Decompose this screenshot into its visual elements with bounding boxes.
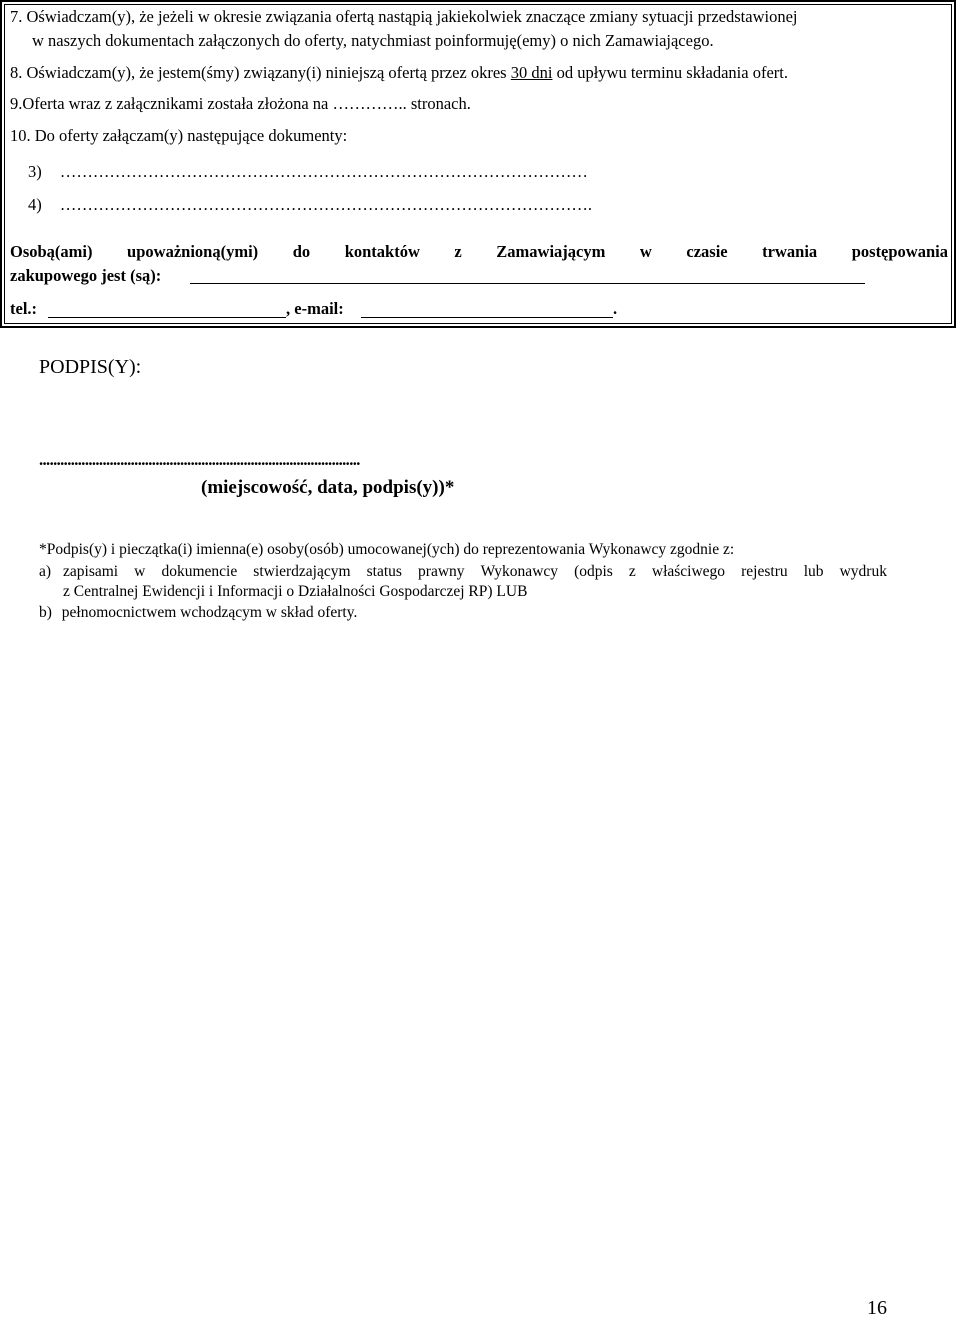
- email-field[interactable]: [361, 317, 613, 318]
- contact-word: trwania: [762, 242, 818, 261]
- footnote-b-marker: b): [39, 604, 52, 621]
- item-8-days: 30 dni: [510, 63, 553, 82]
- footnote-b: [39, 604, 357, 622]
- contact-word: w: [639, 242, 652, 261]
- footnote-word: lub: [803, 563, 824, 580]
- document-3-row: [28, 162, 588, 182]
- document-3-number: 3): [28, 162, 42, 181]
- contact-person-line-2: [10, 266, 161, 286]
- contact-person-field[interactable]: [190, 283, 865, 284]
- document-4-field[interactable]: …………………………………………………………………………………….: [59, 195, 592, 214]
- footnote-text: *Podpis(y) i pieczątka(i) imienna(e) osoby(osób) umocowanej(ych) do reprezentowania Wykonawcy zgodnie z:: [39, 541, 735, 558]
- item-10-text: 10. Do oferty załączam(y) następujące dokumenty:: [10, 126, 348, 145]
- email-period: .: [613, 299, 618, 318]
- email-label: , e-mail:: [286, 299, 344, 318]
- footnote-word: rejestru: [741, 563, 788, 580]
- page-number: 16: [867, 1297, 887, 1319]
- footnote-word: prawny: [418, 563, 465, 580]
- footnote-a-label: [39, 563, 51, 581]
- item-9-prefix: 9.Oferta wraz z załącznikami została złożona na: [10, 94, 333, 113]
- document-3-field[interactable]: ……………………………………………………………………………………: [59, 162, 588, 181]
- contact-word: upoważnioną(ymi): [127, 242, 259, 261]
- contact-word: Zamawiającym: [496, 242, 606, 261]
- footnote-word: z: [628, 563, 636, 580]
- email-end: [613, 299, 617, 319]
- footnote-line-1: [39, 541, 734, 559]
- footnote-word: (odpis: [574, 563, 613, 580]
- signature-heading-text: PODPIS(Y):: [39, 356, 142, 378]
- contact-person-line-1: [10, 242, 948, 262]
- signature-caption: [201, 477, 454, 499]
- footnote-word: Wykonawcy: [480, 563, 559, 580]
- item-7-line-1: [10, 7, 950, 27]
- document-4-number: 4): [28, 195, 42, 214]
- item-7-line-2: [32, 31, 714, 51]
- tel-label: tel.:: [10, 299, 38, 318]
- footnote-word: stwierdzającym: [253, 563, 351, 580]
- contact-word: Osobą(ami): [10, 242, 93, 261]
- item-8-suffix: od upływu terminu składania ofert.: [552, 63, 788, 82]
- signature-dots: ...........................................................................................: [39, 450, 360, 469]
- footnote-word: zapisami: [63, 563, 119, 580]
- footnote-word: status: [366, 563, 402, 580]
- contact-word: czasie: [686, 242, 728, 261]
- signature-field[interactable]: [39, 450, 360, 470]
- tel-label-row: [10, 299, 37, 319]
- signature-caption-text: (miejscowość, data, podpis(y))*: [201, 477, 455, 498]
- document-4-row: [28, 195, 592, 215]
- footnote-word: w: [134, 563, 146, 580]
- contact-word: z: [454, 242, 462, 261]
- footnote-word: dokumencie: [161, 563, 238, 580]
- item-10: [10, 126, 347, 146]
- item-9-page-count-field[interactable]: …………..: [332, 94, 407, 113]
- email-label-row: [286, 299, 344, 319]
- signature-heading: [39, 356, 141, 379]
- footnote-a-line-2: [63, 583, 527, 601]
- contact-word: postępowania: [851, 242, 948, 261]
- contact-word: do: [292, 242, 311, 261]
- item-9-suffix: stronach.: [406, 94, 471, 113]
- item-9: [10, 94, 471, 114]
- footnote-a-text-cont: z Centralnej Ewidencji i Informacji o Działalności Gospodarczej RP) LUB: [63, 583, 528, 600]
- item-8-prefix: 8. Oświadczam(y), że jestem(śmy) związany(i) niniejszą ofertą przez okres: [10, 63, 511, 82]
- tel-field[interactable]: [48, 317, 286, 318]
- item-8: [10, 63, 788, 83]
- footnote-word: wydruk: [839, 563, 887, 580]
- footnote-a-marker: a): [39, 563, 52, 580]
- contact-person-label: zakupowego jest (są):: [10, 266, 162, 285]
- contact-word: kontaktów: [344, 242, 420, 261]
- footnote-word: właściwego: [651, 563, 726, 580]
- footnote-b-text: pełnomocnictwem wchodzącym w skład oferty.: [61, 604, 358, 621]
- item-7-text: 7. Oświadczam(y), że jeżeli w okresie związania ofertą nastąpią jakiekolwiek znaczące zmiany sytuacji przedstawionej: [10, 7, 798, 26]
- footnote-a-line-1: [63, 563, 887, 581]
- item-7-text-cont: w naszych dokumentach załączonych do oferty, natychmiast poinformuję(emy) o nich Zamawiającego.: [32, 31, 714, 50]
